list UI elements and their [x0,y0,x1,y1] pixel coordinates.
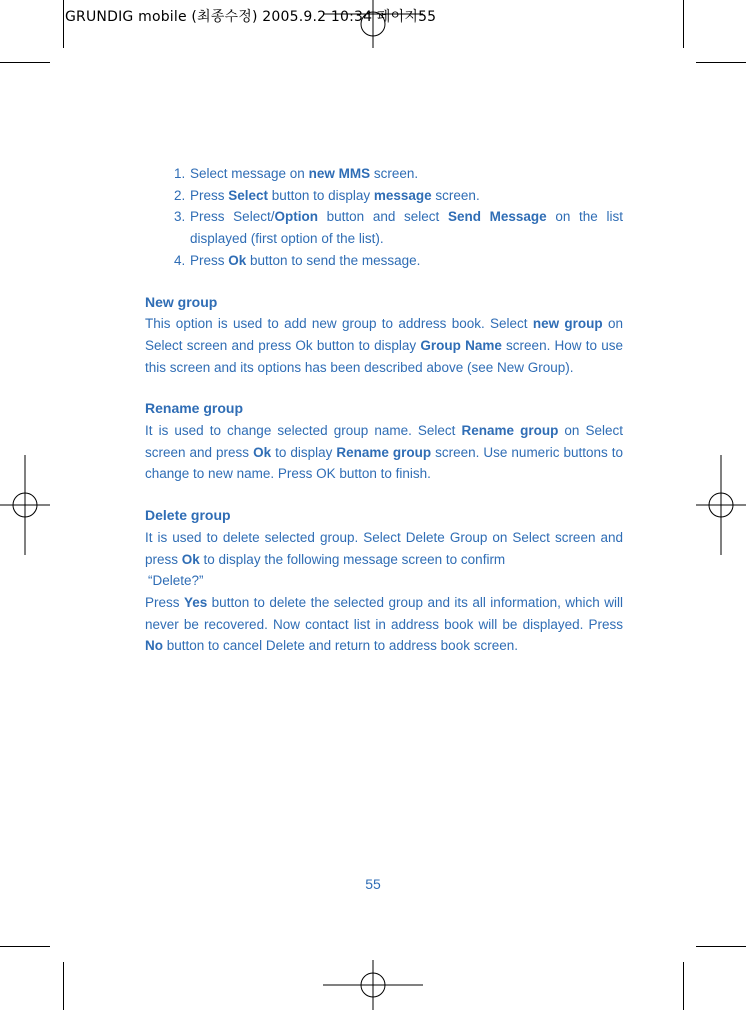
print-header-stamp: GRUNDIG mobile (최종수정) 2005.9.2 10:34 페이지55 [65,9,437,25]
list-item: 4. Press Ok button to send the message. [174,252,421,268]
registration-mark-bottom [323,960,423,1010]
crop-mark [0,62,50,63]
section-body-delete-group-2: Press Yes button to delete the selected group and its all information, which will never be recovered. Now contact list in address book will be displayed. Press No button to cancel Delete and return to address book screen. [145,594,623,654]
list-item: 3. Press Select/Option button and select Send Message on the list displayed (first option of the list). [174,209,623,247]
section-heading-delete-group: Delete group [145,507,231,524]
crop-mark [683,962,684,1010]
confirm-message: “Delete?” [148,573,204,589]
crop-mark [0,946,50,947]
registration-mark-right [696,455,746,555]
section-heading-new-group: New group [145,293,218,310]
steps-list [145,163,623,272]
registration-mark-left [0,455,50,555]
section-body-rename-group: It is used to change selected group name. Select Rename group on Select screen and press Ok to display Rename group screen. Use numeric buttons to change to new name. Press OK button to finish. [145,423,623,482]
section-body-new-group: This option is used to add new group to address book. Select new group on Select screen and press Ok button to display Group Name screen. How to use this screen and its options has been described above (see New Group). [145,316,623,375]
crop-mark [63,962,64,1010]
list-item: 1. Select message on new MMS screen. [174,166,419,181]
crop-mark [683,0,684,48]
section-heading-rename-group: Rename group [145,400,244,417]
page-number: 55 [365,876,381,892]
crop-mark [696,62,746,63]
crop-mark [696,946,746,947]
page-content [145,163,623,657]
crop-mark [63,0,64,48]
list-item: 2. Press Select button to display message screen. [174,187,480,203]
section-body-delete-group: It is used to delete selected group. Select Delete Group on Select screen and press Ok to display the following message screen to confirm [145,529,623,567]
